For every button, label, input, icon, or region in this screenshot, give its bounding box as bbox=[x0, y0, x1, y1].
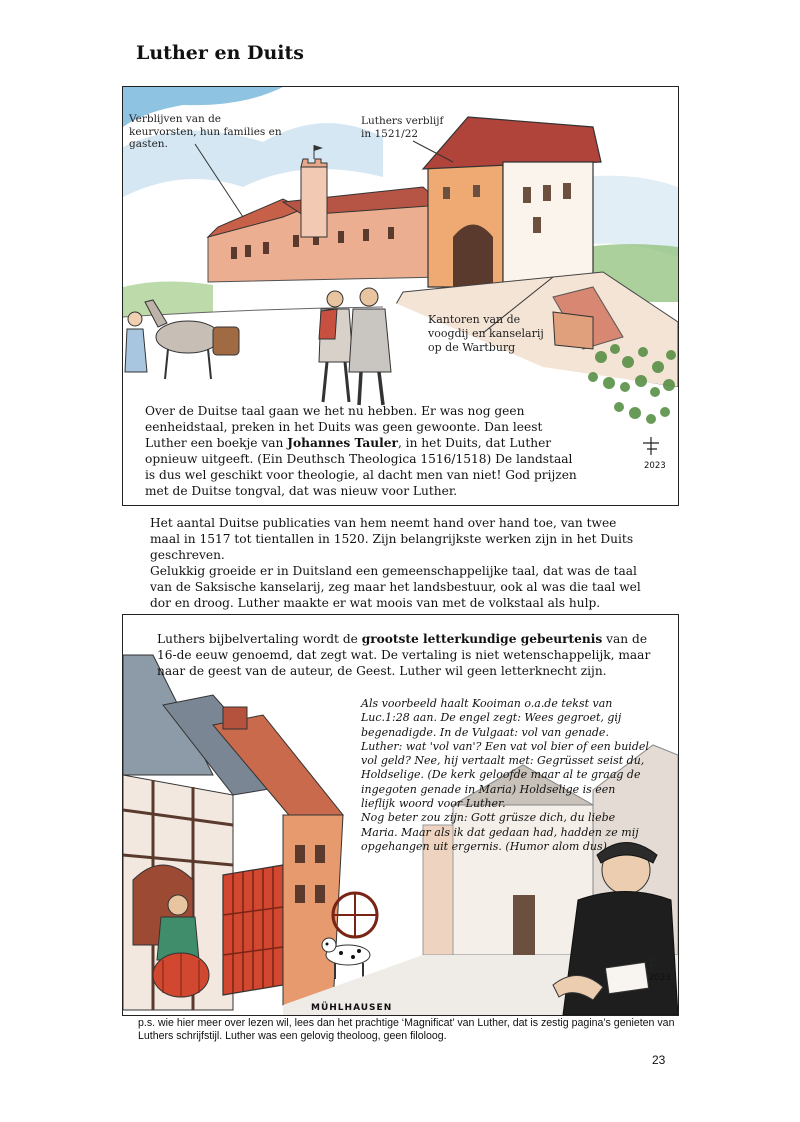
panel2-quote-2: Nog beter zou zijn: Gott grüsze dich, du liebe Maria. Maar als ik dat gedaan had, hadden ze mij opgehangen uit ergernis. (Humor alom dus) bbox=[361, 811, 639, 853]
panel1-text-b: , in het Duits, dat Luther opnieuw uitgeeft. (Ein Deuthsch Theologica 1516/1518) De landstaal is dus wel geschikt voor theologie, al dacht men van niet! God prijzen met de Duitse tongval, dat was nieuw voor Luther. bbox=[145, 436, 577, 498]
page-title: Luther en Duits bbox=[136, 42, 304, 64]
wartburg-illustration-panel bbox=[122, 86, 679, 506]
panel1-text-a: Over de Duitse taal gaan we het nu hebben. Er was nog geen eenheidstaal, preken in het Duits was geen gewoonte. Dan leest Luther een boekje van bbox=[145, 404, 543, 450]
street-sign-muehlhausen: MÜHLHAUSEN bbox=[311, 1003, 393, 1013]
middle-paragraph-1: Het aantal Duitse publicaties van hem neemt hand over hand toe, van twee maal in 1517 tot tientallen in 1520. Zijn belangrijkste werken zijn in het Duits geschreven. bbox=[150, 516, 634, 562]
panel2-heading-text bbox=[157, 631, 662, 679]
footer-note: p.s. wie hier meer over lezen wil, lees dan het prachtige ‘Magnificat’ van Luther, dat is zestig pagina’s genieten van Luthers schrijfstijl. Luther was een gelovig theoloog, geen filoloog. bbox=[138, 1017, 675, 1042]
middle-paragraph-2: Gelukkig groeide er in Duitsland een gemeenschappelijke taal, dat was de taal van de Saksische kanselarij, zeg maar het landsbestuur, ook al was die taal wel dor en droog. Luther maakte er wat moois van met de volkstaal als hulp. bbox=[150, 564, 641, 610]
page-number: 23 bbox=[652, 1053, 666, 1067]
label-luther-stay-line2: in 1521/22 bbox=[361, 127, 419, 140]
label-residences: Verblijven van de keurvorsten, hun families en gasten. bbox=[129, 113, 282, 150]
muehlhausen-illustration-panel bbox=[122, 614, 679, 1016]
panel1-signature-year: 2023 bbox=[644, 461, 666, 471]
panel1-text-bold: Johannes Tauler bbox=[287, 436, 398, 450]
panel2-signature-year: 2023 bbox=[649, 973, 671, 983]
panel2-quote-1: Als voorbeeld haalt Kooiman o.a.de tekst van Luc.1:28 aan. De engel zegt: Wees gegroet, gij begenadigde. In de Vulgaat: vol van genade. Luther: wat 'vol van'? Een vat vol bier of een buidel vol geld? Nee, hij vertaalt met: Gegrüsset seist du, Holdselige. (De kerk geloofde maar al te graag de ingegoten genade in Maria) Holdselige is een lieflijk woord voor Luther. bbox=[361, 697, 649, 811]
label-offices: Kantoren van de voogdij en kanselarij op de Wartburg bbox=[428, 313, 544, 354]
middle-text bbox=[150, 515, 650, 611]
panel1-text bbox=[145, 403, 580, 499]
panel2-head-bold: grootste letterkundige gebeurtenis bbox=[361, 632, 603, 646]
panel2-head-b: van de 16-de eeuw genoemd, dat zegt wat. De vertaling is niet wetenschappelijk, maar naar de geest van de auteur, de Geest. Luther wil geen letterknecht zijn. bbox=[157, 632, 651, 678]
label-luther-stay-line1: Luthers verblijf bbox=[361, 115, 444, 127]
panel2-quote bbox=[361, 697, 651, 854]
label-luther-stay bbox=[361, 115, 443, 140]
panel2-head-a: Luthers bijbelvertaling wordt de bbox=[157, 632, 362, 646]
